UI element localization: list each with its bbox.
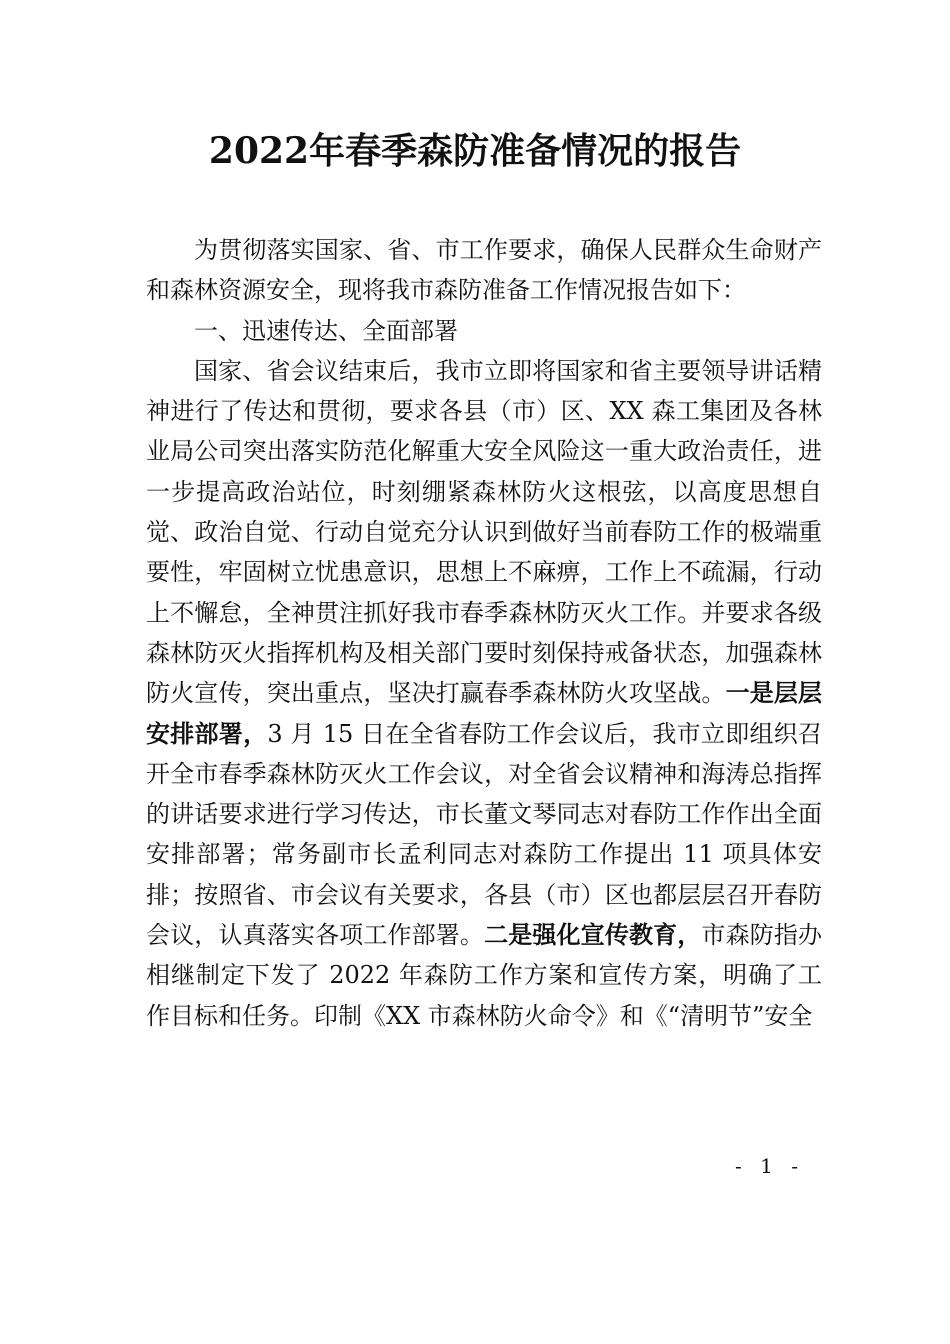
bold-lead-2: 二是强化宣传教育， — [484, 921, 702, 950]
intro-paragraph: 为贯彻落实国家、省、市工作要求，确保人民群众生命财产和森林资源安全，现将我市森防准备工作情况报告如下： — [146, 236, 822, 305]
section-heading: 一、迅速传达、全面部署 — [194, 316, 458, 345]
body-paragraph — [146, 351, 822, 1036]
paragraph-text: 市森防指办相继制定下发了 2022 年森防工作方案和宣传方案，明确了工作目标和任务。印制《XX 市森林防火命令》和《“清明节”安全 — [146, 921, 823, 1030]
bold-lead-1: 一是层层安排部署， — [146, 679, 823, 748]
document-title: 2022年春季森防准备情况的报告 — [208, 130, 742, 172]
document-body — [146, 230, 822, 1036]
page-number: - 1 - — [735, 1154, 804, 1178]
paragraph-text: 3 月 15 日在全省春防工作会议后，我市立即组织召开全市春季森林防灭火工作会议，对全省会议精神和海涛总指挥的讲话要求进行学习传达，市长董文琴同志对春防工作作出全面安排部署；常务副市长孟利同志对森防工作提出 11 项具体安排；按照省、市会议有关要求，各县（市）区也都层层召开春防会议，认真落实各项工作部署。 — [146, 719, 822, 950]
paragraph-text: 国家、省会议结束后，我市立即将国家和省主要领导讲话精神进行了传达和贯彻，要求各县（市）区、XX 森工集团及各林业局公司突出落实防范化解重大安全风险这一重大政治责任，进一步提高政治站位，时刻绷紧森林防火这根弦，以高度思想自觉、政治自觉、行动自觉充分认识到做好当前春防工作的极端重要性，牢固树立忧患意识，思想上不麻痹，工作上不疏漏，行动上不懈怠，全神贯注抓好我市春季森林防灭火工作。并要求各级森林防灭火指挥机构及相关部门要时刻保持戒备状态，加强森林防火宣传，突出重点，坚决打赢春季森林防火攻坚战。 — [146, 356, 822, 708]
